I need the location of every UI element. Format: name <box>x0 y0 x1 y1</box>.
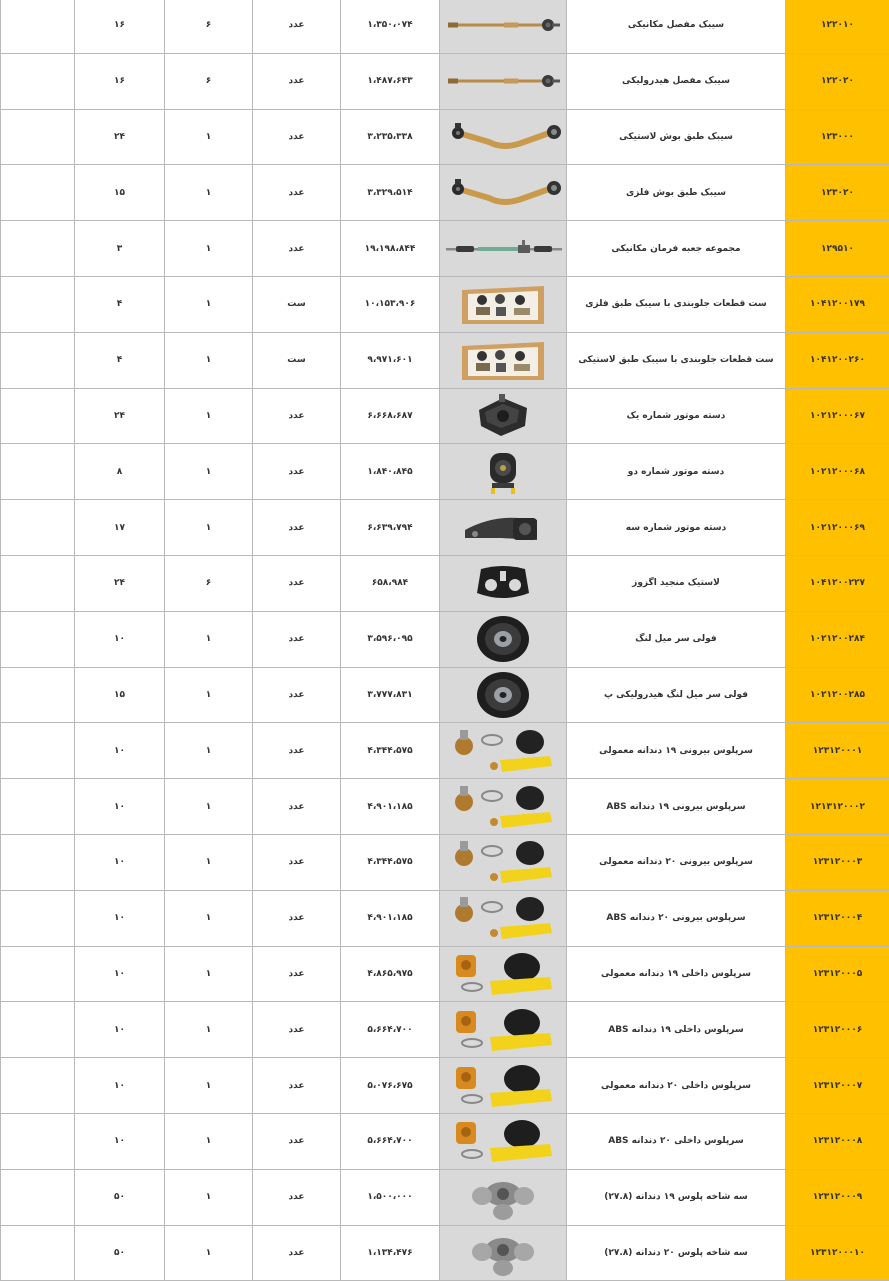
unit-cell: عدد <box>253 109 341 165</box>
unit-cell: عدد <box>253 555 341 611</box>
table-row <box>1 276 889 332</box>
product-code-cell: ۱۰۲۱۲۰۰۲۸۴ <box>786 611 889 667</box>
empty-cell <box>1 1169 75 1225</box>
crankshaft-pulley-icon <box>444 614 562 664</box>
product-name-cell: ست قطعات جلوبندی با سیبک طبق فلزی <box>567 276 786 332</box>
pack-qty-cell: ۱ <box>165 165 253 221</box>
pack-qty-cell: ۱ <box>165 109 253 165</box>
price-cell: ۳،۷۷۷،۸۳۱ <box>341 667 440 723</box>
product-code-cell: ۱۲۳۱۲۰۰۰۳ <box>786 834 889 890</box>
cv-joint-kit-icon <box>444 893 562 943</box>
part-image-cell <box>440 221 567 277</box>
cv-joint-kit-icon <box>444 837 562 887</box>
suspension-kit-box-icon <box>444 336 562 384</box>
product-code-cell: ۱۲۳۰۲۰ <box>786 165 889 221</box>
product-name-cell: سرپلوس داخلی ۱۹ دندانه معمولی <box>567 946 786 1002</box>
pack-qty-cell: ۱ <box>165 444 253 500</box>
table-row <box>1 388 889 444</box>
part-image-cell <box>440 1225 567 1281</box>
price-cell: ۵،۰۷۶،۶۷۵ <box>341 1058 440 1114</box>
unit-cell: عدد <box>253 1113 341 1169</box>
table-row <box>1 109 889 165</box>
product-code-cell: ۱۲۳۱۲۰۰۰۸ <box>786 1113 889 1169</box>
price-cell: ۱۹،۱۹۸،۸۴۴ <box>341 221 440 277</box>
empty-cell <box>1 332 75 388</box>
unit-cell: عدد <box>253 53 341 109</box>
part-image-cell <box>440 444 567 500</box>
product-name-cell: سیبک مفصل هیدرولیکی <box>567 53 786 109</box>
unit-cell: عدد <box>253 834 341 890</box>
part-image-cell <box>440 779 567 835</box>
unit-cell: عدد <box>253 779 341 835</box>
price-cell: ۵،۶۶۴،۷۰۰ <box>341 1002 440 1058</box>
price-cell: ۵،۶۶۴،۷۰۰ <box>341 1113 440 1169</box>
empty-cell <box>1 834 75 890</box>
pack-qty-cell: ۱ <box>165 834 253 890</box>
product-code-cell: ۱۲۳۱۲۰۰۰۴ <box>786 890 889 946</box>
part-image-cell <box>440 276 567 332</box>
unit-cell: عدد <box>253 611 341 667</box>
product-name-cell: سرپلوس بیرونی ۲۰ دندانه معمولی <box>567 834 786 890</box>
control-arm-icon <box>444 176 562 210</box>
empty-cell <box>1 221 75 277</box>
product-code-cell: ۱۲۳۱۲۰۰۰۷ <box>786 1058 889 1114</box>
pack-qty-cell: ۱ <box>165 1113 253 1169</box>
stock-cell: ۵۰ <box>75 1169 165 1225</box>
product-code-cell: ۱۰۲۱۲۰۰۲۸۵ <box>786 667 889 723</box>
stock-cell: ۱۰ <box>75 946 165 1002</box>
stock-cell: ۱۰ <box>75 611 165 667</box>
part-image-cell <box>440 555 567 611</box>
product-name-cell: دسته موتور شماره سه <box>567 500 786 556</box>
stock-cell: ۱۷ <box>75 500 165 556</box>
stock-cell: ۱۰ <box>75 1058 165 1114</box>
product-code-cell: ۱۲۳۰۰۰ <box>786 109 889 165</box>
empty-cell <box>1 1225 75 1281</box>
part-image-cell <box>440 1058 567 1114</box>
unit-cell: عدد <box>253 165 341 221</box>
pack-qty-cell: ۱ <box>165 611 253 667</box>
product-code-cell: ۱۲۳۱۲۰۰۰۱ <box>786 723 889 779</box>
control-arm-icon <box>444 120 562 154</box>
part-image-cell <box>440 890 567 946</box>
crankshaft-pulley-icon <box>444 670 562 720</box>
product-name-cell: دسته موتور شماره دو <box>567 444 786 500</box>
unit-cell: عدد <box>253 1225 341 1281</box>
price-cell: ۳،۲۳۵،۳۳۸ <box>341 109 440 165</box>
price-cell: ۹،۹۷۱،۶۰۱ <box>341 332 440 388</box>
stock-cell: ۵۰ <box>75 1225 165 1281</box>
part-image-cell <box>440 1002 567 1058</box>
price-cell: ۳،۳۲۹،۵۱۴ <box>341 165 440 221</box>
table-row <box>1 1113 889 1169</box>
product-name-cell: مجموعه جعبه فرمان مکانیکی <box>567 221 786 277</box>
product-code-cell: ۱۲۳۱۲۰۰۰۱۰ <box>786 1225 889 1281</box>
pack-qty-cell: ۶ <box>165 0 253 53</box>
stock-cell: ۱۰ <box>75 890 165 946</box>
product-name-cell: سه شاخه پلوس ۱۹ دندانه (۲۷.۸) <box>567 1169 786 1225</box>
price-cell: ۶،۶۳۹،۷۹۴ <box>341 500 440 556</box>
pack-qty-cell: ۱ <box>165 890 253 946</box>
empty-cell <box>1 444 75 500</box>
table-row <box>1 723 889 779</box>
inner-cv-joint-kit-icon <box>444 1005 562 1055</box>
price-cell: ۴،۳۴۴،۵۷۵ <box>341 834 440 890</box>
product-name-cell: سرپلوس داخلی ۲۰ دندانه ABS <box>567 1113 786 1169</box>
stock-cell: ۱۰ <box>75 1113 165 1169</box>
price-cell: ۱۰،۱۵۳،۹۰۶ <box>341 276 440 332</box>
price-cell: ۱،۳۵۰،۰۷۴ <box>341 0 440 53</box>
product-name-cell: سرپلوس داخلی ۱۹ دندانه ABS <box>567 1002 786 1058</box>
engine-mount-round-icon <box>444 447 562 497</box>
price-cell: ۴،۹۰۱،۱۸۵ <box>341 890 440 946</box>
product-name-cell: سیبک طبق بوش فلزی <box>567 165 786 221</box>
pack-qty-cell: ۱ <box>165 221 253 277</box>
empty-cell <box>1 165 75 221</box>
pack-qty-cell: ۱ <box>165 500 253 556</box>
stock-cell: ۱۰ <box>75 834 165 890</box>
table-row <box>1 834 889 890</box>
suspension-kit-box-icon <box>444 280 562 328</box>
price-cell: ۳،۵۹۶،۰۹۵ <box>341 611 440 667</box>
product-name-cell: سرپلوس بیرونی ۱۹ دندانه معمولی <box>567 723 786 779</box>
unit-cell: عدد <box>253 1169 341 1225</box>
pack-qty-cell: ۱ <box>165 667 253 723</box>
stock-cell: ۱۵ <box>75 667 165 723</box>
pack-qty-cell: ۶ <box>165 53 253 109</box>
table-row <box>1 890 889 946</box>
empty-cell <box>1 1113 75 1169</box>
product-name-cell: لاستیک منجید اگزوز <box>567 555 786 611</box>
product-code-cell: ۱۰۲۱۲۰۰۰۶۸ <box>786 444 889 500</box>
part-image-cell <box>440 53 567 109</box>
product-code-cell: ۱۲۲۰۲۰ <box>786 53 889 109</box>
part-image-cell <box>440 723 567 779</box>
exhaust-rubber-icon <box>444 563 562 603</box>
stock-cell: ۴ <box>75 276 165 332</box>
part-image-cell <box>440 500 567 556</box>
unit-cell: عدد <box>253 388 341 444</box>
empty-cell <box>1 1002 75 1058</box>
cv-joint-kit-icon <box>444 782 562 832</box>
table-row <box>1 0 889 53</box>
product-name-cell: سیبک مفصل مکانیکی <box>567 0 786 53</box>
product-code-cell: ۱۲۱۳۱۲۰۰۰۲ <box>786 779 889 835</box>
stock-cell: ۱۰ <box>75 779 165 835</box>
tripod-joint-icon <box>444 1228 562 1278</box>
table-row <box>1 946 889 1002</box>
product-name-cell: سرپلوس داخلی ۲۰ دندانه معمولی <box>567 1058 786 1114</box>
engine-mount-arm-icon <box>444 508 562 548</box>
product-name-cell: فولی سر میل لنگ هیدرولیکی پ <box>567 667 786 723</box>
stock-cell: ۱۰ <box>75 723 165 779</box>
table-row <box>1 779 889 835</box>
part-image-cell <box>440 834 567 890</box>
product-name-cell: دسته موتور شماره یک <box>567 388 786 444</box>
table-row <box>1 1225 889 1281</box>
price-cell: ۶،۶۶۸،۶۸۷ <box>341 388 440 444</box>
unit-cell: عدد <box>253 667 341 723</box>
price-cell: ۱،۴۸۷،۶۴۳ <box>341 53 440 109</box>
empty-cell <box>1 0 75 53</box>
engine-mount-icon <box>444 392 562 440</box>
product-code-cell: ۱۰۴۱۲۰۰۲۶۰ <box>786 332 889 388</box>
stock-cell: ۲۴ <box>75 109 165 165</box>
product-name-cell: سه شاخه پلوس ۲۰ دندانه (۲۷.۸) <box>567 1225 786 1281</box>
price-cell: ۴،۳۴۴،۵۷۵ <box>341 723 440 779</box>
product-code-cell: ۱۲۳۱۲۰۰۰۵ <box>786 946 889 1002</box>
table-row <box>1 53 889 109</box>
empty-cell <box>1 946 75 1002</box>
pack-qty-cell: ۱ <box>165 1225 253 1281</box>
stock-cell: ۲۴ <box>75 555 165 611</box>
table-row <box>1 667 889 723</box>
unit-cell: عدد <box>253 0 341 53</box>
table-row <box>1 500 889 556</box>
pack-qty-cell: ۱ <box>165 723 253 779</box>
product-name-cell: فولی سر میل لنگ <box>567 611 786 667</box>
product-name-cell: سرپلوس بیرونی ۱۹ دندانه ABS <box>567 779 786 835</box>
inner-cv-joint-kit-icon <box>444 1061 562 1111</box>
empty-cell <box>1 388 75 444</box>
unit-cell: عدد <box>253 1058 341 1114</box>
part-image-cell <box>440 667 567 723</box>
price-cell: ۴،۸۶۵،۹۷۵ <box>341 946 440 1002</box>
pack-qty-cell: ۱ <box>165 388 253 444</box>
price-cell: ۱،۸۴۰،۸۴۵ <box>341 444 440 500</box>
unit-cell: عدد <box>253 500 341 556</box>
unit-cell: ست <box>253 276 341 332</box>
pack-qty-cell: ۱ <box>165 276 253 332</box>
empty-cell <box>1 1058 75 1114</box>
part-image-cell <box>440 165 567 221</box>
table-row <box>1 444 889 500</box>
stock-cell: ۸ <box>75 444 165 500</box>
product-code-cell: ۱۲۳۱۲۰۰۰۶ <box>786 1002 889 1058</box>
empty-cell <box>1 890 75 946</box>
product-code-cell: ۱۲۳۱۲۰۰۰۹ <box>786 1169 889 1225</box>
part-image-cell <box>440 946 567 1002</box>
price-cell: ۴،۹۰۱،۱۸۵ <box>341 779 440 835</box>
pack-qty-cell: ۱ <box>165 1169 253 1225</box>
empty-cell <box>1 53 75 109</box>
table-row <box>1 1002 889 1058</box>
stock-cell: ۱۶ <box>75 0 165 53</box>
cv-joint-kit-icon <box>444 726 562 776</box>
price-cell: ۱،۵۰۰،۰۰۰ <box>341 1169 440 1225</box>
empty-cell <box>1 611 75 667</box>
table-row <box>1 555 889 611</box>
product-code-cell: ۱۰۴۱۲۰۰۱۷۹ <box>786 276 889 332</box>
tie-rod-icon <box>444 14 562 36</box>
table-row <box>1 165 889 221</box>
empty-cell <box>1 723 75 779</box>
price-cell: ۱،۱۳۴،۴۷۶ <box>341 1225 440 1281</box>
product-code-cell: ۱۰۲۱۲۰۰۰۶۷ <box>786 388 889 444</box>
stock-cell: ۴ <box>75 332 165 388</box>
inner-cv-joint-kit-icon <box>444 949 562 999</box>
pack-qty-cell: ۱ <box>165 332 253 388</box>
product-code-cell: ۱۲۹۵۱۰ <box>786 221 889 277</box>
table-row <box>1 332 889 388</box>
product-code-cell: ۱۰۴۱۲۰۰۲۲۷ <box>786 555 889 611</box>
part-image-cell <box>440 109 567 165</box>
unit-cell: عدد <box>253 444 341 500</box>
unit-cell: ست <box>253 332 341 388</box>
table-row <box>1 611 889 667</box>
pack-qty-cell: ۱ <box>165 946 253 1002</box>
unit-cell: عدد <box>253 723 341 779</box>
pack-qty-cell: ۱ <box>165 1058 253 1114</box>
table-row <box>1 1058 889 1114</box>
part-image-cell <box>440 332 567 388</box>
empty-cell <box>1 779 75 835</box>
part-image-cell <box>440 1169 567 1225</box>
stock-cell: ۲۴ <box>75 388 165 444</box>
unit-cell: عدد <box>253 890 341 946</box>
product-name-cell: سیبک طبق بوش لاستیکی <box>567 109 786 165</box>
stock-cell: ۱۶ <box>75 53 165 109</box>
pack-qty-cell: ۶ <box>165 555 253 611</box>
price-cell: ۶۵۸،۹۸۴ <box>341 555 440 611</box>
unit-cell: عدد <box>253 221 341 277</box>
inner-cv-joint-kit-icon <box>444 1116 562 1166</box>
stock-cell: ۱۵ <box>75 165 165 221</box>
price-list-body <box>1 0 889 1281</box>
unit-cell: عدد <box>253 1002 341 1058</box>
product-name-cell: سرپلوس بیرونی ۲۰ دندانه ABS <box>567 890 786 946</box>
unit-cell: عدد <box>253 946 341 1002</box>
stock-cell: ۱۰ <box>75 1002 165 1058</box>
product-code-cell: ۱۰۲۱۲۰۰۰۶۹ <box>786 500 889 556</box>
product-name-cell: ست قطعات جلوبندی با سیبک طبق لاستیکی <box>567 332 786 388</box>
pack-qty-cell: ۱ <box>165 1002 253 1058</box>
product-code-cell: ۱۲۲۰۱۰ <box>786 0 889 53</box>
table-row <box>1 221 889 277</box>
empty-cell <box>1 667 75 723</box>
pack-qty-cell: ۱ <box>165 779 253 835</box>
tripod-joint-icon <box>444 1172 562 1222</box>
part-image-cell <box>440 388 567 444</box>
table-row <box>1 1169 889 1225</box>
part-image-cell <box>440 611 567 667</box>
empty-cell <box>1 500 75 556</box>
steering-rack-icon <box>444 239 562 259</box>
stock-cell: ۳ <box>75 221 165 277</box>
empty-cell <box>1 555 75 611</box>
part-image-cell <box>440 1113 567 1169</box>
empty-cell <box>1 109 75 165</box>
tie-rod-icon <box>444 70 562 92</box>
part-image-cell <box>440 0 567 53</box>
empty-cell <box>1 276 75 332</box>
